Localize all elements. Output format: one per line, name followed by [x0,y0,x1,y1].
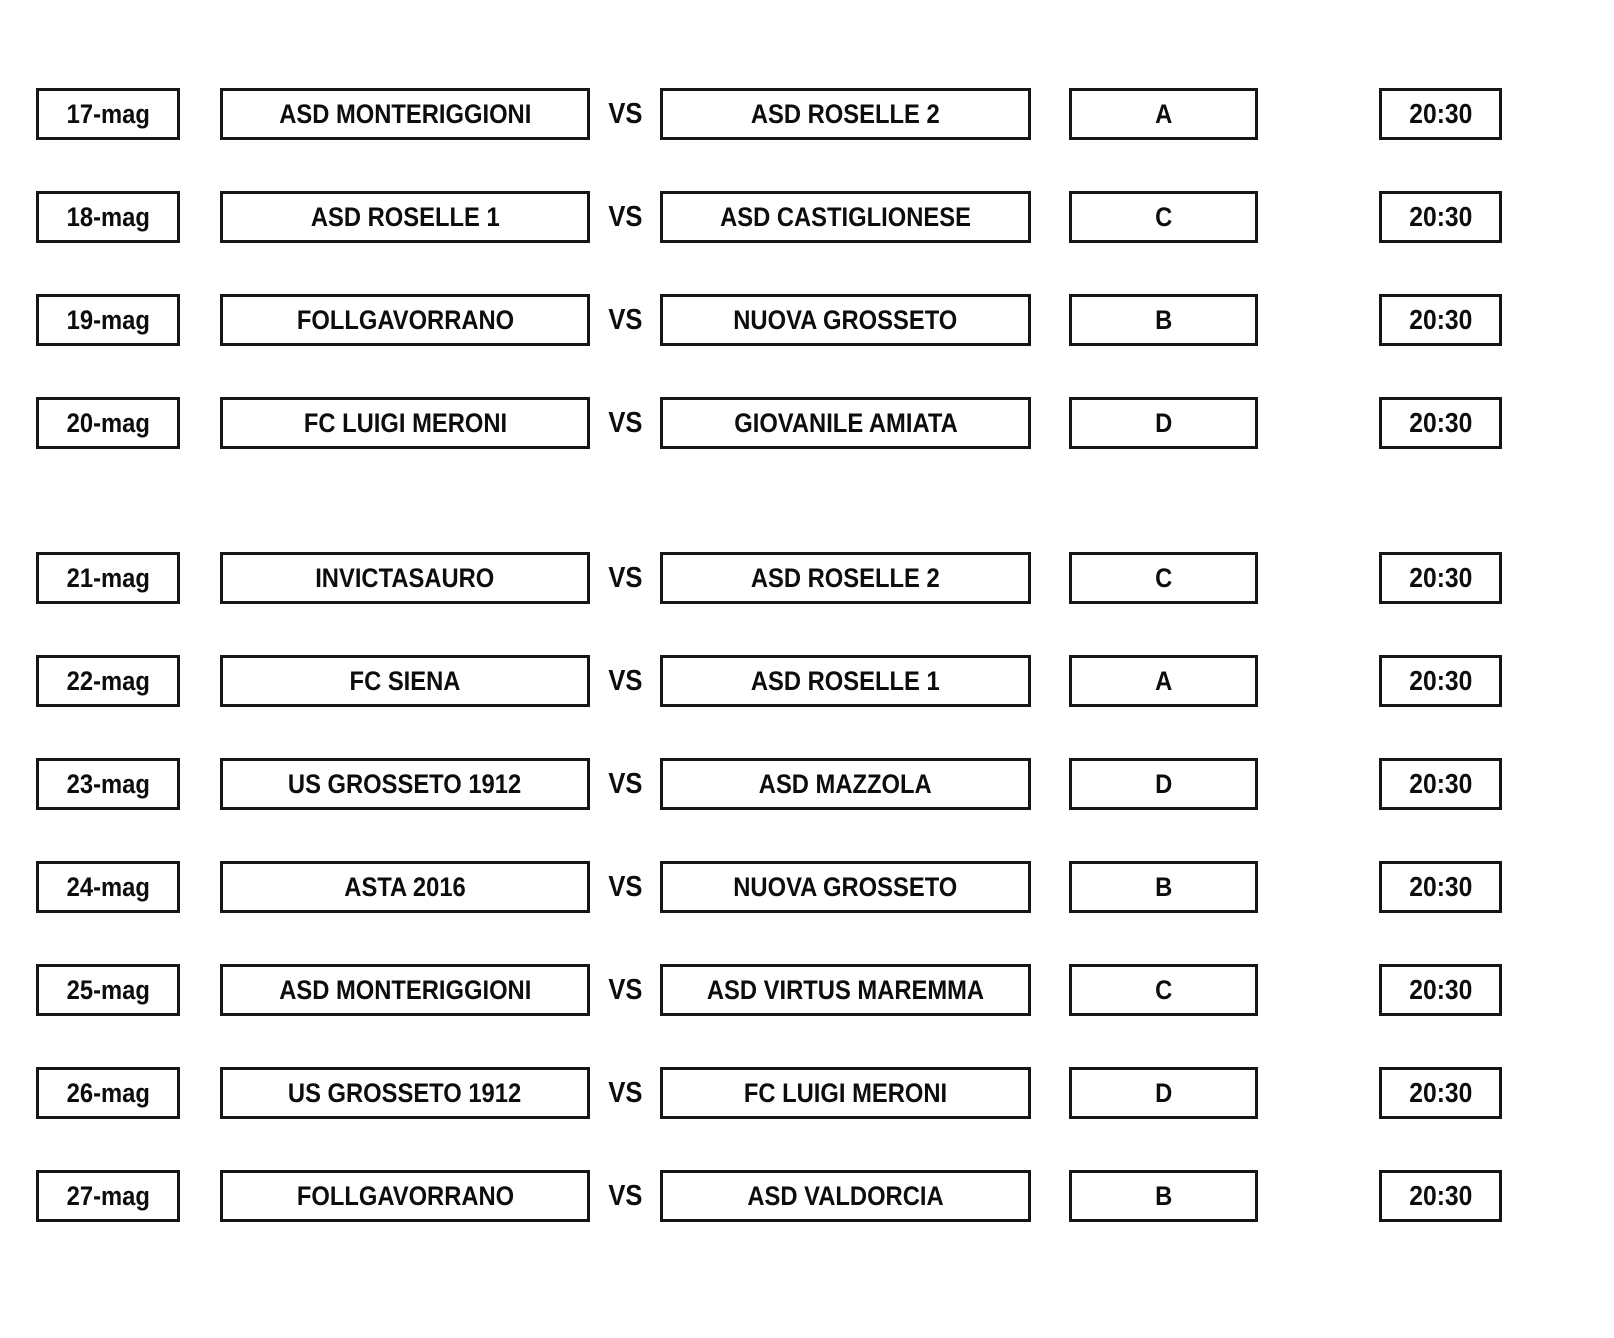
kickoff-time-box [1379,964,1502,1016]
group-letter: D [1154,1077,1173,1108]
vs-label [590,294,660,346]
home-team-box [220,964,590,1016]
match-date: 26-mag [66,1077,150,1108]
home-team: ASD ROSELLE 1 [310,201,500,232]
match-date-box [36,758,180,810]
match-date-box [36,655,180,707]
away-team: ASD VIRTUS MAREMMA [706,974,985,1005]
vs-text: VS [607,303,643,336]
vs-text: VS [607,664,643,697]
kickoff-time-box [1379,88,1502,140]
vs-label [590,88,660,140]
away-team: ASD ROSELLE 2 [751,562,940,593]
group-letter-box [1069,655,1258,707]
group-letter: D [1154,768,1173,799]
match-row [0,1170,1614,1222]
match-date: 23-mag [66,768,150,799]
match-row [0,758,1614,810]
away-team: NUOVA GROSSETO [733,871,958,902]
match-row [0,1067,1614,1119]
home-team-box [220,552,590,604]
home-team-box [220,655,590,707]
group-letter: C [1154,974,1173,1005]
group-letter-box [1069,1170,1258,1222]
kickoff-time-box [1379,552,1502,604]
match-date: 25-mag [66,974,150,1005]
group-letter-box [1069,552,1258,604]
group-letter: B [1154,1180,1173,1211]
kickoff-time: 20:30 [1408,871,1473,902]
home-team-box [220,861,590,913]
match-row [0,88,1614,140]
home-team: US GROSSETO 1912 [288,768,522,799]
away-team: FC LUIGI MERONI [743,1077,948,1108]
vs-label [590,655,660,707]
home-team: ASD MONTERIGGIONI [278,98,532,129]
home-team: FC LUIGI MERONI [303,407,507,438]
kickoff-time: 20:30 [1408,665,1473,696]
group-letter: C [1154,201,1173,232]
match-date-box [36,861,180,913]
group-letter: B [1154,304,1173,335]
group-letter-box [1069,88,1258,140]
kickoff-time: 20:30 [1408,98,1473,129]
away-team-box [660,1170,1031,1222]
kickoff-time: 20:30 [1408,407,1473,438]
match-date-box [36,294,180,346]
vs-label [590,758,660,810]
kickoff-time-box [1379,1170,1502,1222]
match-row [0,191,1614,243]
group-letter: C [1154,562,1173,593]
home-team: ASD MONTERIGGIONI [278,974,532,1005]
match-date-box [36,1067,180,1119]
away-team-box [660,964,1031,1016]
group-letter-box [1069,1067,1258,1119]
group-letter: D [1154,407,1173,438]
home-team-box [220,1170,590,1222]
vs-label [590,1067,660,1119]
kickoff-time-box [1379,655,1502,707]
home-team: ASTA 2016 [344,871,466,902]
group-letter-box [1069,861,1258,913]
match-date: 19-mag [66,304,150,335]
vs-label [590,191,660,243]
match-date-box [36,1170,180,1222]
match-date-box [36,88,180,140]
away-team-box [660,758,1031,810]
away-team-box [660,655,1031,707]
away-team: NUOVA GROSSETO [733,304,958,335]
match-date: 22-mag [66,665,150,696]
kickoff-time: 20:30 [1408,201,1473,232]
vs-text: VS [607,973,643,1006]
kickoff-time-box [1379,861,1502,913]
vs-label [590,397,660,449]
home-team-box [220,294,590,346]
group-letter-box [1069,294,1258,346]
away-team-box [660,1067,1031,1119]
match-row [0,861,1614,913]
kickoff-time: 20:30 [1408,304,1473,335]
kickoff-time: 20:30 [1408,1077,1473,1108]
away-team-box [660,191,1031,243]
match-date: 21-mag [66,562,150,593]
match-row [0,964,1614,1016]
match-date-box [36,964,180,1016]
kickoff-time: 20:30 [1408,1180,1473,1211]
away-team-box [660,88,1031,140]
home-team: FOLLGAVORRANO [296,1180,514,1211]
kickoff-time-box [1379,1067,1502,1119]
match-date-box [36,552,180,604]
home-team-box [220,758,590,810]
away-team-box [660,294,1031,346]
away-team: GIOVANILE AMIATA [733,407,958,438]
kickoff-time-box [1379,191,1502,243]
vs-label [590,1170,660,1222]
vs-text: VS [607,200,643,233]
match-row [0,655,1614,707]
vs-text: VS [607,561,643,594]
kickoff-time: 20:30 [1408,562,1473,593]
vs-text: VS [607,767,643,800]
group-letter-box [1069,191,1258,243]
match-row [0,397,1614,449]
home-team-box [220,191,590,243]
match-date: 27-mag [66,1180,150,1211]
away-team-box [660,397,1031,449]
vs-text: VS [607,1179,643,1212]
match-date-box [36,191,180,243]
group-letter-box [1069,397,1258,449]
vs-text: VS [607,97,643,130]
kickoff-time: 20:30 [1408,974,1473,1005]
home-team: INVICTASAURO [315,562,495,593]
kickoff-time-box [1379,294,1502,346]
away-team: ASD ROSELLE 2 [751,98,940,129]
match-date: 17-mag [66,98,150,129]
group-letter-box [1069,964,1258,1016]
kickoff-time-box [1379,397,1502,449]
match-date: 20-mag [66,407,150,438]
home-team-box [220,397,590,449]
kickoff-time-box [1379,758,1502,810]
match-date-box [36,397,180,449]
vs-text: VS [607,870,643,903]
group-letter: A [1154,98,1173,129]
away-team: ASD MAZZOLA [759,768,932,799]
match-date: 24-mag [66,871,150,902]
away-team-box [660,552,1031,604]
vs-label [590,552,660,604]
away-team: ASD VALDORCIA [747,1180,944,1211]
vs-text: VS [607,1076,643,1109]
home-team-box [220,1067,590,1119]
kickoff-time: 20:30 [1408,768,1473,799]
group-letter-box [1069,758,1258,810]
vs-label [590,861,660,913]
away-team: ASD ROSELLE 1 [751,665,940,696]
group-letter: A [1154,665,1173,696]
away-team: ASD CASTIGLIONESE [720,201,971,232]
match-date: 18-mag [66,201,150,232]
home-team: FC SIENA [349,665,461,696]
away-team-box [660,861,1031,913]
home-team: FOLLGAVORRANO [296,304,514,335]
vs-text: VS [607,406,643,439]
home-team-box [220,88,590,140]
home-team: US GROSSETO 1912 [288,1077,522,1108]
group-letter: B [1154,871,1173,902]
vs-label [590,964,660,1016]
match-row [0,552,1614,604]
match-row [0,294,1614,346]
